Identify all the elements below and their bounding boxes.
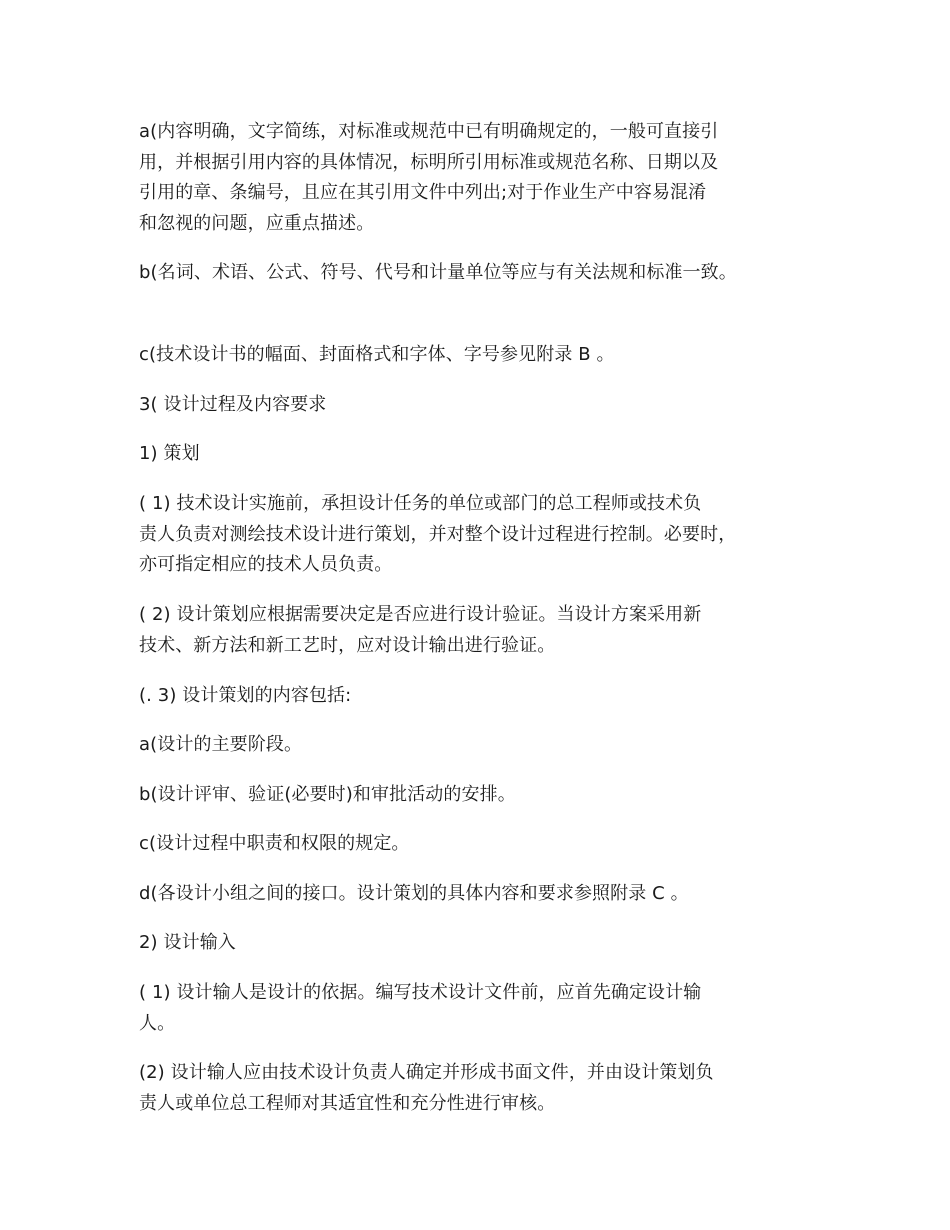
subheading-design-input (139, 928, 829, 959)
list-item-a (139, 730, 829, 761)
text-line: a(设计的主要阶段。 (139, 734, 303, 755)
text-line: 3( 设计过程及内容要求 (139, 394, 327, 415)
text-line: b(设计评审、验证(必要时)和审批活动的安排。 (139, 784, 516, 805)
text-line: (. 3) 设计策划的内容包括: (139, 685, 352, 706)
text-line: 人。 (139, 1012, 176, 1034)
text-line: c(设计过程中职责和权限的规定。 (139, 833, 410, 854)
list-item-b (139, 780, 829, 811)
text-line: 用，并根据引用内容的具体情况，标明所引用标准或规范名称、日期以及 (139, 151, 719, 173)
text-line: ( 2) 设计策划应根据需要决定是否应进行设计验证。当设计方案采用新 (139, 604, 702, 625)
list-item-c (139, 829, 829, 860)
subheading-planning (139, 439, 829, 470)
text-line: 责人负责对测绘技术设计进行策划，并对整个设计过程进行控制。必要时， (139, 523, 737, 545)
text-line: 和忽视的问题，应重点描述。 (139, 212, 375, 234)
text-line: ( 1) 技术设计实施前，承担设计任务的单位或部门的总工程师或技术负 (139, 493, 702, 514)
paragraph-input-1 (139, 978, 829, 1039)
text-line: ( 1) 设计输人是设计的依据。编写技术设计文件前，应首先确定设计输 (139, 982, 702, 1003)
paragraph-planning-1 (139, 489, 829, 581)
paragraph-planning-2 (139, 600, 829, 661)
text-line: b(名词、术语、公式、符号、代号和计量单位等应与有关法规和标准一致。 (139, 262, 737, 283)
text-line: 责人或单位总工程师对其适宜性和充分性进行审核。 (139, 1092, 556, 1114)
section-heading-design-process (139, 390, 829, 421)
paragraph-input-2 (139, 1058, 829, 1119)
text-line: 技术、新方法和新工艺时，应对设计输出进行验证。 (139, 634, 556, 656)
text-line: (2) 设计输人应由技术设计负责人确定并形成书面文件，并由设计策划负 (139, 1062, 714, 1083)
paragraph-a-content-requirements (139, 117, 829, 239)
paragraph-c-format (139, 340, 829, 371)
list-item-d (139, 879, 829, 910)
text-line: 2) 设计输入 (139, 932, 236, 953)
text-line: a(内容明确，文字简练，对标准或规范中已有明确规定的，一般可直接引 (139, 121, 719, 142)
paragraph-b-terms (139, 258, 829, 289)
text-line: 引用的章、条编号，且应在其引用文件中列出;对于作业生产中容易混淆 (139, 182, 707, 203)
text-line: 1) 策划 (139, 443, 200, 464)
text-line: d(各设计小组之间的接口。设计策划的具体内容和要求参照附录 C 。 (139, 883, 689, 904)
text-line: 亦可指定相应的技术人员负责。 (139, 554, 393, 575)
paragraph-planning-3 (139, 681, 829, 712)
text-line: c(技术设计书的幅面、封面格式和字体、字号参见附录 B 。 (139, 344, 615, 365)
